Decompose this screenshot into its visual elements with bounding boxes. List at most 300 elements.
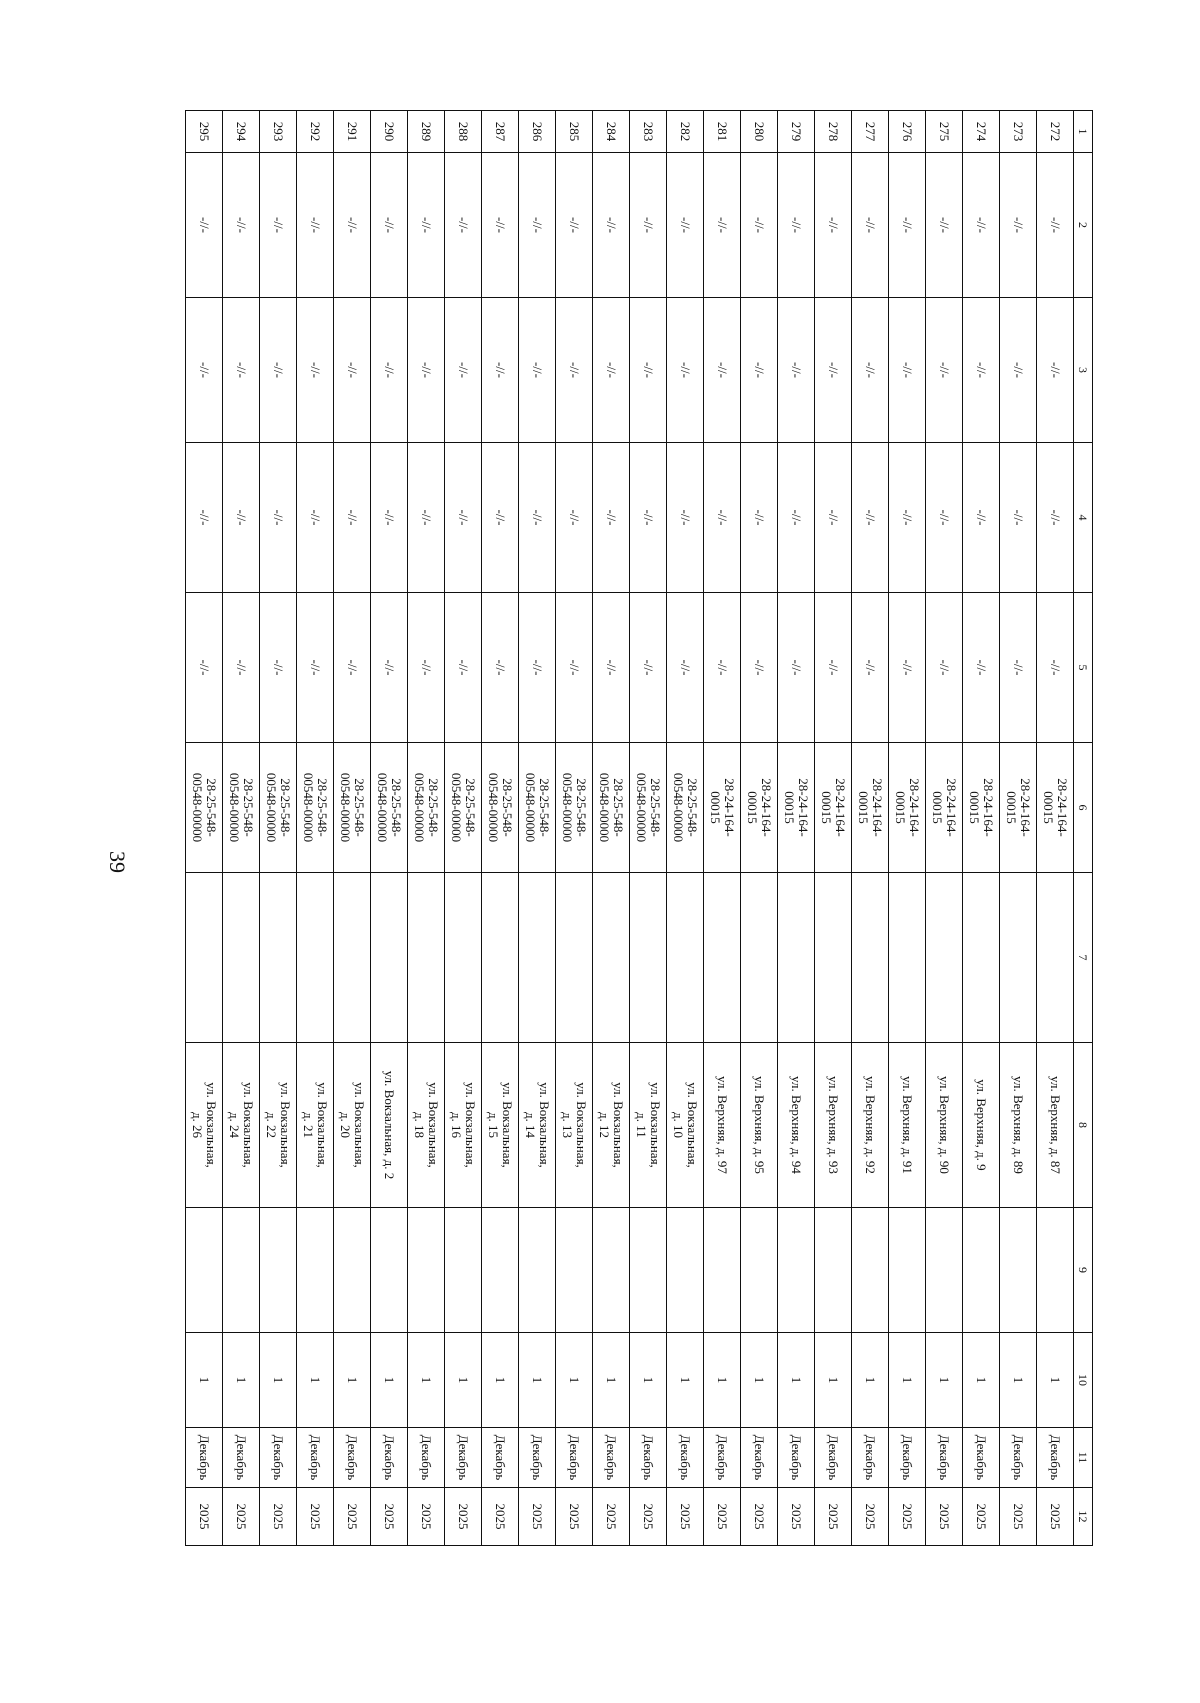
table-cell-col-2: -//- xyxy=(297,153,334,298)
table-cell-col-9 xyxy=(445,1208,482,1333)
table-row xyxy=(925,111,962,1546)
table-cell-col-11: Декабрь xyxy=(445,1428,482,1488)
table-cell-col-3: -//- xyxy=(186,298,223,443)
table-cell-col-4: -//- xyxy=(888,443,925,593)
table-cell-col-11: Декабрь xyxy=(334,1428,371,1488)
table-cell-col-11: Декабрь xyxy=(962,1428,999,1488)
table-cell-col-2: -//- xyxy=(519,153,556,298)
table-cell-col-4: -//- xyxy=(371,443,408,593)
table-cell-col-2: -//- xyxy=(630,153,667,298)
table-cell-col-6: 28-24-164- 00015 xyxy=(851,743,888,873)
table-row xyxy=(334,111,371,1546)
table-cell-col-11: Декабрь xyxy=(519,1428,556,1488)
table-cell-col-12: 2025 xyxy=(814,1488,851,1546)
table-cell-col-10: 1 xyxy=(186,1333,223,1428)
table-cell-col-8: ул. Вокзальная, д. 16 xyxy=(445,1043,482,1208)
table-cell-col-9 xyxy=(778,1208,815,1333)
table-cell-col-5: -//- xyxy=(334,593,371,743)
table-cell-col-5: -//- xyxy=(593,593,630,743)
table-cell-col-9 xyxy=(297,1208,334,1333)
table-cell-col-7 xyxy=(186,873,223,1043)
table-cell-col-4: -//- xyxy=(519,443,556,593)
table-row xyxy=(593,111,630,1546)
table-cell-col-4: -//- xyxy=(999,443,1036,593)
table-cell-col-3: -//- xyxy=(814,298,851,443)
table-cell-col-10: 1 xyxy=(408,1333,445,1428)
table-cell-col-8: ул. Верхняя, д. 94 xyxy=(778,1043,815,1208)
table-cell-col-5: -//- xyxy=(851,593,888,743)
table-cell-col-10: 1 xyxy=(482,1333,519,1428)
table-cell-col-8: ул. Верхняя, д. 89 xyxy=(999,1043,1036,1208)
table-cell-col-4: -//- xyxy=(408,443,445,593)
table-cell-col-1: 282 xyxy=(667,111,704,153)
table-cell-col-8: ул. Вокзальная, д. 21 xyxy=(297,1043,334,1208)
table-cell-col-4: -//- xyxy=(741,443,778,593)
table-cell-col-3: -//- xyxy=(334,298,371,443)
table-cell-col-12: 2025 xyxy=(260,1488,297,1546)
table-cell-col-9 xyxy=(223,1208,260,1333)
table-cell-col-11: Декабрь xyxy=(223,1428,260,1488)
table-cell-col-6: 28-25-548- 00548-00000 xyxy=(223,743,260,873)
column-number-cell: 4 xyxy=(1073,443,1092,593)
table-cell-col-1: 275 xyxy=(925,111,962,153)
table-cell-col-12: 2025 xyxy=(186,1488,223,1546)
table-cell-col-7 xyxy=(962,873,999,1043)
table-cell-col-7 xyxy=(999,873,1036,1043)
table-cell-col-3: -//- xyxy=(556,298,593,443)
table-cell-col-3: -//- xyxy=(888,298,925,443)
table-cell-col-6: 28-25-548- 00548-00000 xyxy=(482,743,519,873)
table-cell-col-3: -//- xyxy=(851,298,888,443)
table-cell-col-2: -//- xyxy=(962,153,999,298)
table-cell-col-1: 288 xyxy=(445,111,482,153)
table-cell-col-10: 1 xyxy=(962,1333,999,1428)
table-row xyxy=(888,111,925,1546)
column-number-cell: 11 xyxy=(1073,1428,1092,1488)
table-cell-col-10: 1 xyxy=(778,1333,815,1428)
table-cell-col-11: Декабрь xyxy=(999,1428,1036,1488)
table-row xyxy=(482,111,519,1546)
table-cell-col-9 xyxy=(371,1208,408,1333)
table-cell-col-7 xyxy=(704,873,741,1043)
table-cell-col-12: 2025 xyxy=(482,1488,519,1546)
table-cell-col-10: 1 xyxy=(297,1333,334,1428)
column-number-cell: 6 xyxy=(1073,743,1092,873)
table-cell-col-10: 1 xyxy=(814,1333,851,1428)
table-cell-col-2: -//- xyxy=(371,153,408,298)
table-cell-col-9 xyxy=(962,1208,999,1333)
table-cell-col-2: -//- xyxy=(482,153,519,298)
table-cell-col-3: -//- xyxy=(778,298,815,443)
table-cell-col-7 xyxy=(260,873,297,1043)
table-cell-col-7 xyxy=(519,873,556,1043)
table-cell-col-3: -//- xyxy=(297,298,334,443)
table-cell-col-1: 287 xyxy=(482,111,519,153)
table-cell-col-7 xyxy=(814,873,851,1043)
table-cell-col-9 xyxy=(888,1208,925,1333)
table-cell-col-12: 2025 xyxy=(888,1488,925,1546)
table-cell-col-4: -//- xyxy=(556,443,593,593)
table-cell-col-11: Декабрь xyxy=(925,1428,962,1488)
table-cell-col-5: -//- xyxy=(962,593,999,743)
table-cell-col-1: 294 xyxy=(223,111,260,153)
table-cell-col-11: Декабрь xyxy=(186,1428,223,1488)
table-cell-col-11: Декабрь xyxy=(556,1428,593,1488)
table-cell-col-6: 28-25-548- 00548-00000 xyxy=(667,743,704,873)
table-cell-col-11: Декабрь xyxy=(741,1428,778,1488)
table-cell-col-6: 28-25-548- 00548-00000 xyxy=(297,743,334,873)
table-cell-col-12: 2025 xyxy=(630,1488,667,1546)
table-cell-col-9 xyxy=(851,1208,888,1333)
table-row xyxy=(741,111,778,1546)
table-cell-col-12: 2025 xyxy=(667,1488,704,1546)
table-cell-col-3: -//- xyxy=(445,298,482,443)
column-number-cell: 8 xyxy=(1073,1043,1092,1208)
table-cell-col-9 xyxy=(630,1208,667,1333)
table-cell-col-6: 28-24-164- 00015 xyxy=(1036,743,1073,873)
table-cell-col-6: 28-25-548- 00548-00000 xyxy=(593,743,630,873)
table-cell-col-4: -//- xyxy=(851,443,888,593)
table-cell-col-1: 289 xyxy=(408,111,445,153)
table-cell-col-11: Декабрь xyxy=(630,1428,667,1488)
table-cell-col-12: 2025 xyxy=(371,1488,408,1546)
table-cell-col-7 xyxy=(888,873,925,1043)
table-row xyxy=(778,111,815,1546)
table-cell-col-3: -//- xyxy=(1036,298,1073,443)
table-cell-col-4: -//- xyxy=(186,443,223,593)
rotated-table-container xyxy=(185,110,1093,1545)
column-number-cell: 10 xyxy=(1073,1333,1092,1428)
table-cell-col-11: Декабрь xyxy=(260,1428,297,1488)
table-cell-col-9 xyxy=(704,1208,741,1333)
table-cell-col-8: ул. Вокзальная, д. 15 xyxy=(482,1043,519,1208)
table-cell-col-11: Декабрь xyxy=(667,1428,704,1488)
table-cell-col-10: 1 xyxy=(667,1333,704,1428)
table-cell-col-12: 2025 xyxy=(741,1488,778,1546)
table-cell-col-7 xyxy=(667,873,704,1043)
table-cell-col-5: -//- xyxy=(630,593,667,743)
table-cell-col-11: Декабрь xyxy=(1036,1428,1073,1488)
table-cell-col-4: -//- xyxy=(667,443,704,593)
addresses-table xyxy=(185,110,1093,1546)
table-cell-col-5: -//- xyxy=(445,593,482,743)
table-cell-col-6: 28-24-164- 00015 xyxy=(814,743,851,873)
table-cell-col-5: -//- xyxy=(297,593,334,743)
table-cell-col-7 xyxy=(741,873,778,1043)
column-number-cell: 2 xyxy=(1073,153,1092,298)
table-cell-col-8: ул. Верхняя, д. 97 xyxy=(704,1043,741,1208)
table-cell-col-6: 28-25-548- 00548-00000 xyxy=(334,743,371,873)
table-cell-col-6: 28-24-164- 00015 xyxy=(962,743,999,873)
table-cell-col-6: 28-24-164- 00015 xyxy=(741,743,778,873)
table-cell-col-4: -//- xyxy=(482,443,519,593)
table-cell-col-9 xyxy=(408,1208,445,1333)
table-cell-col-2: -//- xyxy=(260,153,297,298)
table-row xyxy=(556,111,593,1546)
table-cell-col-1: 285 xyxy=(556,111,593,153)
table-cell-col-8: ул. Вокзальная, д. 18 xyxy=(408,1043,445,1208)
table-cell-col-2: -//- xyxy=(334,153,371,298)
table-cell-col-12: 2025 xyxy=(445,1488,482,1546)
table-cell-col-1: 272 xyxy=(1036,111,1073,153)
table-cell-col-10: 1 xyxy=(630,1333,667,1428)
table-cell-col-6: 28-25-548- 00548-00000 xyxy=(260,743,297,873)
table-cell-col-8: ул. Верхняя, д. 87 xyxy=(1036,1043,1073,1208)
table-cell-col-6: 28-25-548- 00548-00000 xyxy=(371,743,408,873)
page-number: 39 xyxy=(105,851,130,873)
table-cell-col-12: 2025 xyxy=(962,1488,999,1546)
table-cell-col-12: 2025 xyxy=(851,1488,888,1546)
column-number-cell: 3 xyxy=(1073,298,1092,443)
table-cell-col-2: -//- xyxy=(999,153,1036,298)
table-cell-col-11: Декабрь xyxy=(297,1428,334,1488)
table-cell-col-7 xyxy=(408,873,445,1043)
table-cell-col-2: -//- xyxy=(888,153,925,298)
table-cell-col-1: 292 xyxy=(297,111,334,153)
table-cell-col-2: -//- xyxy=(925,153,962,298)
table-cell-col-2: -//- xyxy=(445,153,482,298)
table-cell-col-8: ул. Вокзальная, д. 2 xyxy=(371,1043,408,1208)
table-row xyxy=(408,111,445,1546)
table-cell-col-8: ул. Вокзальная, д. 13 xyxy=(556,1043,593,1208)
table-cell-col-6: 28-25-548- 00548-00000 xyxy=(630,743,667,873)
table-cell-col-5: -//- xyxy=(519,593,556,743)
table-cell-col-11: Декабрь xyxy=(851,1428,888,1488)
table-cell-col-7 xyxy=(223,873,260,1043)
table-cell-col-6: 28-24-164- 00015 xyxy=(999,743,1036,873)
table-cell-col-3: -//- xyxy=(408,298,445,443)
table-cell-col-3: -//- xyxy=(962,298,999,443)
table-cell-col-6: 28-25-548- 00548-00000 xyxy=(519,743,556,873)
table-cell-col-2: -//- xyxy=(667,153,704,298)
table-cell-col-2: -//- xyxy=(851,153,888,298)
table-row xyxy=(704,111,741,1546)
table-cell-col-2: -//- xyxy=(556,153,593,298)
table-cell-col-9 xyxy=(519,1208,556,1333)
table-cell-col-1: 293 xyxy=(260,111,297,153)
table-cell-col-8: ул. Верхняя, д. 9 xyxy=(962,1043,999,1208)
table-cell-col-8: ул. Вокзальная, д. 20 xyxy=(334,1043,371,1208)
table-cell-col-7 xyxy=(630,873,667,1043)
table-cell-col-9 xyxy=(593,1208,630,1333)
table-cell-col-4: -//- xyxy=(925,443,962,593)
table-cell-col-3: -//- xyxy=(704,298,741,443)
table-cell-col-10: 1 xyxy=(741,1333,778,1428)
table-cell-col-11: Декабрь xyxy=(593,1428,630,1488)
table-cell-col-5: -//- xyxy=(888,593,925,743)
table-cell-col-2: -//- xyxy=(408,153,445,298)
table-cell-col-3: -//- xyxy=(371,298,408,443)
table-cell-col-1: 295 xyxy=(186,111,223,153)
table-cell-col-5: -//- xyxy=(999,593,1036,743)
table-cell-col-8: ул. Вокзальная, д. 22 xyxy=(260,1043,297,1208)
table-cell-col-12: 2025 xyxy=(999,1488,1036,1546)
table-cell-col-12: 2025 xyxy=(556,1488,593,1546)
table-row xyxy=(186,111,223,1546)
table-cell-col-1: 274 xyxy=(962,111,999,153)
table-cell-col-1: 284 xyxy=(593,111,630,153)
table-cell-col-5: -//- xyxy=(704,593,741,743)
table-cell-col-9 xyxy=(334,1208,371,1333)
table-row xyxy=(962,111,999,1546)
table-cell-col-8: ул. Вокзальная, д. 14 xyxy=(519,1043,556,1208)
table-cell-col-10: 1 xyxy=(334,1333,371,1428)
table-cell-col-1: 281 xyxy=(704,111,741,153)
table-cell-col-5: -//- xyxy=(186,593,223,743)
table-cell-col-10: 1 xyxy=(556,1333,593,1428)
table-cell-col-6: 28-25-548- 00548-00000 xyxy=(408,743,445,873)
table-cell-col-4: -//- xyxy=(445,443,482,593)
table-cell-col-9 xyxy=(482,1208,519,1333)
table-cell-col-12: 2025 xyxy=(223,1488,260,1546)
table-cell-col-10: 1 xyxy=(888,1333,925,1428)
table-cell-col-12: 2025 xyxy=(925,1488,962,1546)
table-cell-col-4: -//- xyxy=(962,443,999,593)
table-cell-col-9 xyxy=(1036,1208,1073,1333)
table-cell-col-8: ул. Верхняя, д. 90 xyxy=(925,1043,962,1208)
table-cell-col-12: 2025 xyxy=(519,1488,556,1546)
table-cell-col-12: 2025 xyxy=(408,1488,445,1546)
table-cell-col-9 xyxy=(186,1208,223,1333)
table-cell-col-1: 286 xyxy=(519,111,556,153)
table-cell-col-1: 283 xyxy=(630,111,667,153)
table-cell-col-10: 1 xyxy=(445,1333,482,1428)
table-cell-col-10: 1 xyxy=(519,1333,556,1428)
table-cell-col-10: 1 xyxy=(925,1333,962,1428)
table-row xyxy=(851,111,888,1546)
table-cell-col-10: 1 xyxy=(260,1333,297,1428)
column-number-cell: 9 xyxy=(1073,1208,1092,1333)
table-cell-col-5: -//- xyxy=(667,593,704,743)
table-cell-col-10: 1 xyxy=(371,1333,408,1428)
table-row xyxy=(445,111,482,1546)
table-cell-col-3: -//- xyxy=(999,298,1036,443)
table-cell-col-6: 28-24-164- 00015 xyxy=(704,743,741,873)
table-cell-col-2: -//- xyxy=(1036,153,1073,298)
table-cell-col-8: ул. Верхняя, д. 93 xyxy=(814,1043,851,1208)
table-cell-col-3: -//- xyxy=(741,298,778,443)
table-cell-col-10: 1 xyxy=(851,1333,888,1428)
column-number-cell: 1 xyxy=(1073,111,1092,153)
table-cell-col-6: 28-24-164- 00015 xyxy=(925,743,962,873)
table-row xyxy=(667,111,704,1546)
column-number-cell: 12 xyxy=(1073,1488,1092,1546)
table-cell-col-5: -//- xyxy=(778,593,815,743)
table-cell-col-11: Декабрь xyxy=(778,1428,815,1488)
table-cell-col-7 xyxy=(593,873,630,1043)
table-row xyxy=(519,111,556,1546)
table-cell-col-10: 1 xyxy=(223,1333,260,1428)
table-cell-col-3: -//- xyxy=(667,298,704,443)
column-number-row xyxy=(1073,111,1092,1546)
column-number-cell: 7 xyxy=(1073,873,1092,1043)
table-cell-col-1: 277 xyxy=(851,111,888,153)
table-cell-col-4: -//- xyxy=(593,443,630,593)
table-row xyxy=(999,111,1036,1546)
table-cell-col-9 xyxy=(999,1208,1036,1333)
table-cell-col-4: -//- xyxy=(260,443,297,593)
table-cell-col-5: -//- xyxy=(556,593,593,743)
table-cell-col-11: Декабрь xyxy=(408,1428,445,1488)
table-cell-col-2: -//- xyxy=(186,153,223,298)
table-cell-col-8: ул. Верхняя, д. 91 xyxy=(888,1043,925,1208)
table-cell-col-12: 2025 xyxy=(704,1488,741,1546)
table-cell-col-2: -//- xyxy=(223,153,260,298)
table-cell-col-4: -//- xyxy=(814,443,851,593)
table-cell-col-6: 28-25-548- 00548-00000 xyxy=(445,743,482,873)
table-cell-col-12: 2025 xyxy=(593,1488,630,1546)
table-cell-col-4: -//- xyxy=(778,443,815,593)
table-cell-col-7 xyxy=(482,873,519,1043)
table-row xyxy=(371,111,408,1546)
table-cell-col-6: 28-25-548- 00548-00000 xyxy=(186,743,223,873)
table-cell-col-2: -//- xyxy=(593,153,630,298)
table-cell-col-12: 2025 xyxy=(1036,1488,1073,1546)
table-cell-col-4: -//- xyxy=(334,443,371,593)
table-cell-col-4: -//- xyxy=(704,443,741,593)
table-cell-col-10: 1 xyxy=(593,1333,630,1428)
table-cell-col-4: -//- xyxy=(630,443,667,593)
table-cell-col-3: -//- xyxy=(630,298,667,443)
table-cell-col-2: -//- xyxy=(814,153,851,298)
table-cell-col-11: Декабрь xyxy=(888,1428,925,1488)
table-cell-col-11: Декабрь xyxy=(814,1428,851,1488)
table-cell-col-8: ул. Вокзальная, д. 26 xyxy=(186,1043,223,1208)
table-cell-col-9 xyxy=(260,1208,297,1333)
table-cell-col-5: -//- xyxy=(482,593,519,743)
table-cell-col-7 xyxy=(371,873,408,1043)
table-cell-col-2: -//- xyxy=(741,153,778,298)
table-cell-col-4: -//- xyxy=(297,443,334,593)
table-cell-col-8: ул. Вокзальная, д. 10 xyxy=(667,1043,704,1208)
table-cell-col-6: 28-24-164- 00015 xyxy=(778,743,815,873)
table-cell-col-7 xyxy=(1036,873,1073,1043)
table-cell-col-2: -//- xyxy=(778,153,815,298)
table-cell-col-5: -//- xyxy=(1036,593,1073,743)
table-cell-col-1: 290 xyxy=(371,111,408,153)
table-cell-col-5: -//- xyxy=(260,593,297,743)
table-cell-col-3: -//- xyxy=(260,298,297,443)
table-cell-col-11: Декабрь xyxy=(482,1428,519,1488)
table-cell-col-9 xyxy=(667,1208,704,1333)
table-cell-col-10: 1 xyxy=(704,1333,741,1428)
table-cell-col-2: -//- xyxy=(704,153,741,298)
table-cell-col-1: 291 xyxy=(334,111,371,153)
table-cell-col-3: -//- xyxy=(593,298,630,443)
table-cell-col-5: -//- xyxy=(925,593,962,743)
table-cell-col-12: 2025 xyxy=(778,1488,815,1546)
table-cell-col-9 xyxy=(556,1208,593,1333)
table-cell-col-1: 279 xyxy=(778,111,815,153)
table-cell-col-9 xyxy=(925,1208,962,1333)
table-cell-col-10: 1 xyxy=(999,1333,1036,1428)
table-cell-col-11: Декабрь xyxy=(371,1428,408,1488)
table-cell-col-8: ул. Верхняя, д. 92 xyxy=(851,1043,888,1208)
table-cell-col-6: 28-24-164- 00015 xyxy=(888,743,925,873)
column-number-cell: 5 xyxy=(1073,593,1092,743)
table-cell-col-1: 273 xyxy=(999,111,1036,153)
table-cell-col-7 xyxy=(334,873,371,1043)
table-cell-col-4: -//- xyxy=(223,443,260,593)
table-cell-col-8: ул. Вокзальная, д. 24 xyxy=(223,1043,260,1208)
table-cell-col-4: -//- xyxy=(1036,443,1073,593)
table-cell-col-1: 276 xyxy=(888,111,925,153)
table-cell-col-12: 2025 xyxy=(334,1488,371,1546)
table-cell-col-5: -//- xyxy=(223,593,260,743)
table-cell-col-9 xyxy=(741,1208,778,1333)
table-cell-col-3: -//- xyxy=(223,298,260,443)
table-cell-col-7 xyxy=(556,873,593,1043)
